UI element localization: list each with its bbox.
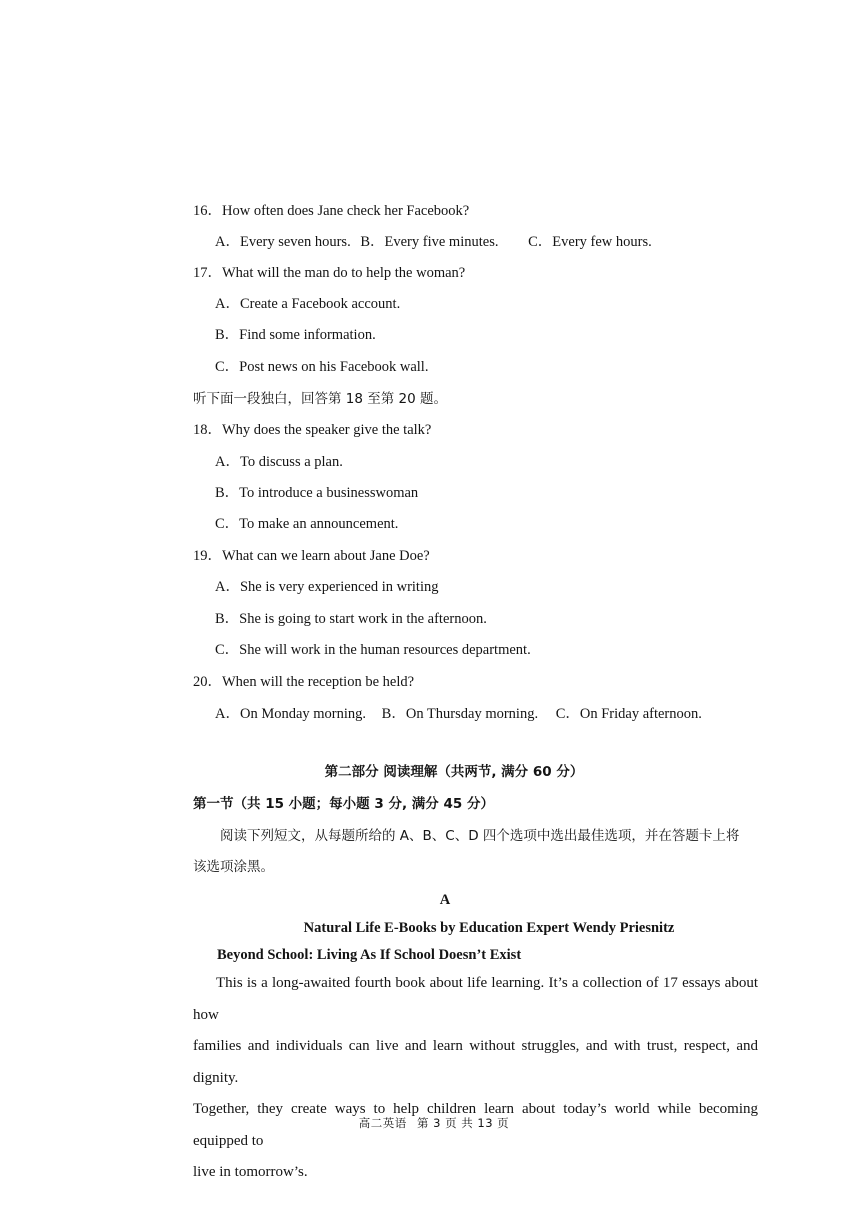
listening-instruction: 听下面一段独白，回答第 18 至第 20 题。 <box>193 391 448 407</box>
paragraph-line-3: Together, they create ways to help children learn about today’s world while becoming equipped to <box>193 1101 758 1149</box>
reading-instruction-line2: 该选项涂黑。 <box>193 859 274 875</box>
footer-subject: 高二英语 <box>358 1116 407 1130</box>
question-19-stem: 19．What can we learn about Jane Doe? <box>193 548 430 564</box>
footer-page-info: 第 3 页 共 13 页 <box>416 1116 510 1130</box>
q16-option-a: A．Every seven hours. <box>215 234 351 250</box>
q19-option-b: B．She is going to start work in the afternoon. <box>215 611 487 627</box>
passage-paragraph <box>193 968 758 1189</box>
q18-option-b: B．To introduce a businesswoman <box>215 485 419 501</box>
paragraph-line-2: families and individuals can live and learn without struggles, and with trust, respect, and dignity. <box>193 1038 758 1086</box>
passage-title: Natural Life E-Books by Education Expert Wendy Priesnitz <box>303 920 675 936</box>
question-16-stem: 16．How often does Jane check her Facebook? <box>193 203 470 219</box>
q19-option-a: A．She is very experienced in writing <box>215 579 439 595</box>
q20-option-b: B．On Thursday morning. <box>381 706 539 722</box>
q16-option-c: C．Every few hours. <box>528 234 652 250</box>
paragraph-line-1: This is a long-awaited fourth book about life learning. It’s a collection of 17 essays about how <box>193 975 758 1023</box>
q19-option-c: C．She will work in the human resources department. <box>215 642 531 658</box>
question-17-stem: 17．What will the man do to help the woman? <box>193 265 466 281</box>
reading-instruction-line1: 阅读下列短文，从每题所给的 A、B、C、D 四个选项中选出最佳选项，并在答题卡上将 <box>220 828 740 844</box>
q16-option-b: B．Every five minutes. <box>360 234 499 250</box>
book-title: Beyond School: Living As If School Doesn’t Exist <box>217 947 522 963</box>
question-20-stem: 20．When will the reception be held? <box>193 674 415 690</box>
q17-option-b: B．Find some information. <box>215 327 376 343</box>
question-20-options <box>215 704 702 724</box>
question-16-options <box>215 232 652 252</box>
q20-option-a: A．On Monday morning. <box>215 706 367 722</box>
question-18-stem: 18．Why does the speaker give the talk? <box>193 422 432 438</box>
q17-option-c: C．Post news on his Facebook wall. <box>215 359 429 375</box>
q20-option-c: C．On Friday afternoon. <box>555 706 702 722</box>
paragraph-line-4: live in tomorrow’s. <box>193 1164 308 1180</box>
page-footer <box>0 1115 868 1131</box>
q18-option-a: A．To discuss a plan. <box>215 454 343 470</box>
passage-letter: A <box>439 892 451 908</box>
q18-option-c: C．To make an announcement. <box>215 516 399 532</box>
q17-option-a: A．Create a Facebook account. <box>215 296 401 312</box>
section1-heading: 第一节（共 15 小题；每小题 3 分, 满分 45 分） <box>193 796 494 812</box>
part2-title: 第二部分 阅读理解（共两节, 满分 60 分） <box>324 764 584 780</box>
